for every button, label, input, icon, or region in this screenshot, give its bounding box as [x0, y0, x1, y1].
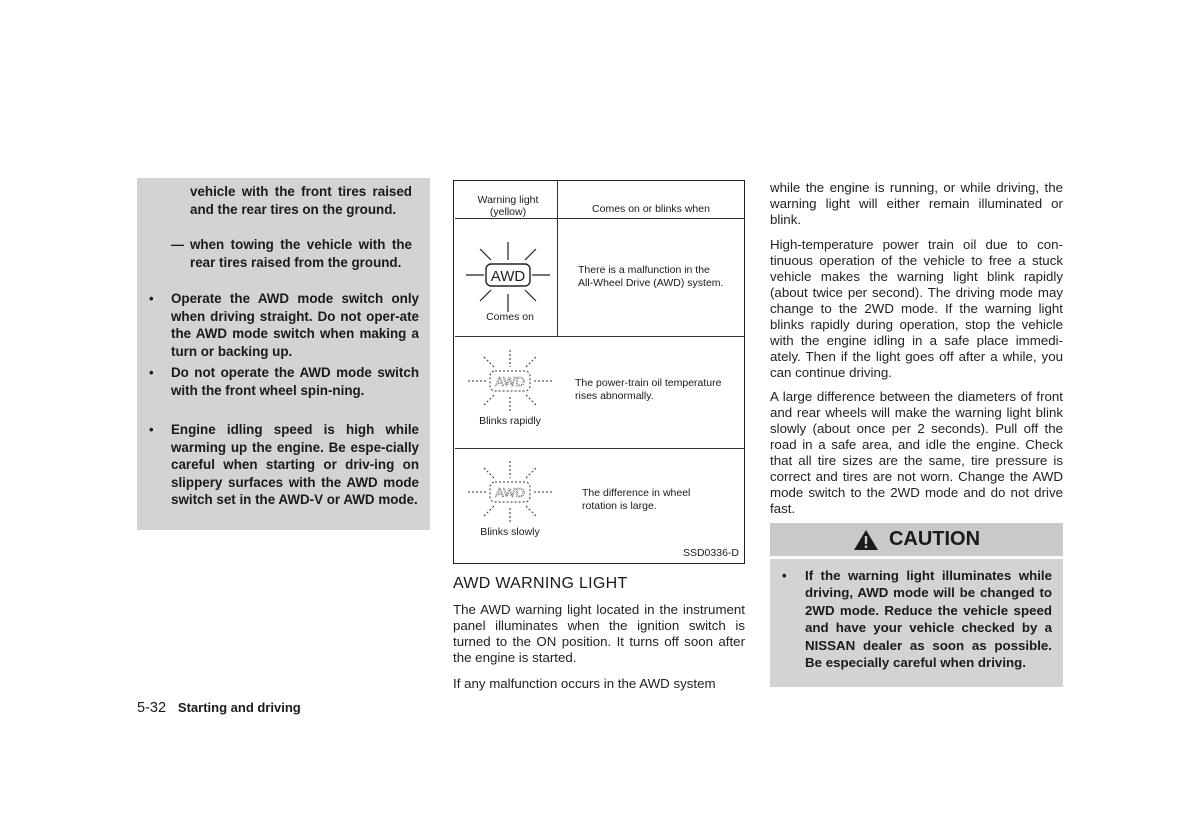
desc-malfunction-line2: All-Wheel Drive (AWD) system. [578, 276, 724, 289]
awd-light-intro-paragraph: The AWD warning light located in the instrument panel illuminates when the ignition switch is turned to the ON position. It turns off soon after the engine is started. [453, 602, 745, 665]
desc-wheel-rotation [582, 487, 740, 512]
awd-indicator-blink-rapid-icon [462, 347, 558, 417]
awd-warning-light-figure [453, 180, 745, 564]
state-comes-on: Comes on [486, 311, 534, 323]
warning-triangle-icon [853, 529, 879, 551]
page-footer [137, 699, 301, 716]
header-warning-light-line1: Warning light [477, 194, 539, 206]
tow-note-front-raised: vehicle with the front tires raised and the rear tires on the ground. [190, 184, 412, 217]
awd-icon-label: AWD [495, 485, 525, 500]
desc-wheel-rotation-line1: The difference in wheel [582, 487, 691, 499]
wheel-diameter-paragraph: A large difference between the diameters of front and rear wheels will make the warning light blink slowly (about once per 2 seconds). Pull off the road in a safe area, and idle the engine. Check that all tire sizes are the same, tire pressure is correct and tires are not worn. Change the AWD mode switch to the 2WD mode and do not drive fast. [770, 389, 1063, 516]
figure-divider [455, 218, 745, 219]
state-blinks-slowly: Blinks slowly [480, 526, 540, 538]
bullet-text-wheel-spinning: Do not operate the AWD mode switch with the front wheel spin-ning. [171, 365, 419, 398]
tow-note-rear-raised: when towing the vehicle with the rear tires raised from the ground. [190, 237, 412, 270]
desc-malfunction [578, 264, 738, 289]
bullet-marker: • [149, 422, 154, 437]
awd-malfunction-paragraph: If any malfunction occurs in the AWD system [453, 676, 716, 691]
header-warning-light [462, 194, 554, 218]
bullet-text-idling-speed: Engine idling speed is high while warming up the engine. Be espe-cially careful when starting or driv-ing on slippery surfaces with the AWD mode switch set in the AWD-V or AWD mode. [171, 422, 419, 508]
section-title: AWD WARNING LIGHT [453, 575, 628, 592]
caution-text: If the warning light illuminates while driving, AWD mode will be changed to 2WD mode. Reduce the vehicle speed and have your vehicle checked by a NISSAN dealer as soon as possible. Be especially careful when driving. [805, 568, 1052, 671]
caution-bullet-marker: • [782, 568, 787, 583]
awd-icon-label: AWD [490, 268, 526, 285]
footer-section-name: Starting and driving [177, 700, 301, 715]
awd-indicator-on-icon [460, 238, 556, 318]
high-temperature-paragraph: High-temperature power train oil due to con-tinuous operation of the vehicle to free a stuck vehicle makes the warning light blink rapidly (about twice per second). The driving mode may change to the 2WD mode. If the warning light blinks rapidly during operation, stop the vehicle with the engine idling in a safe place immedi-ately. Then if the light goes off after a while, you can continue driving. [770, 237, 1063, 380]
figure-divider [455, 448, 745, 449]
desc-oil-temperature [575, 377, 740, 402]
desc-oil-temperature-line1: The power-train oil temperature [575, 377, 722, 389]
caution-label: CAUTION [888, 528, 981, 550]
awd-indicator-blink-slow-icon [462, 458, 558, 528]
bullet-marker: • [149, 291, 154, 306]
page-number: 5-32 [137, 700, 167, 716]
header-comes-on-when: Comes on or blinks when [592, 203, 710, 215]
continued-paragraph: while the engine is running, or while driving, the warning light will either remain illuminated or blink. [770, 180, 1063, 227]
left-warning-box [137, 178, 430, 530]
bullet-marker: • [149, 365, 154, 380]
state-blinks-rapidly: Blinks rapidly [479, 415, 541, 427]
desc-oil-temperature-line2: rises abnormally. [575, 389, 654, 402]
dash-marker: — [171, 237, 184, 252]
desc-wheel-rotation-line2: rotation is large. [582, 499, 657, 512]
bullet-text-operate-straight: Operate the AWD mode switch only when driving straight. Do not oper-ate the AWD mode switch when making a turn or backing up. [171, 291, 419, 359]
caution-header [770, 523, 1063, 556]
desc-malfunction-line1: There is a malfunction in the [578, 264, 710, 276]
figure-code: SSD0336-D [682, 547, 739, 559]
header-warning-light-line2: (yellow) [489, 206, 527, 218]
caution-box [770, 559, 1063, 687]
figure-divider [455, 336, 745, 337]
awd-icon-label: AWD [495, 374, 525, 389]
